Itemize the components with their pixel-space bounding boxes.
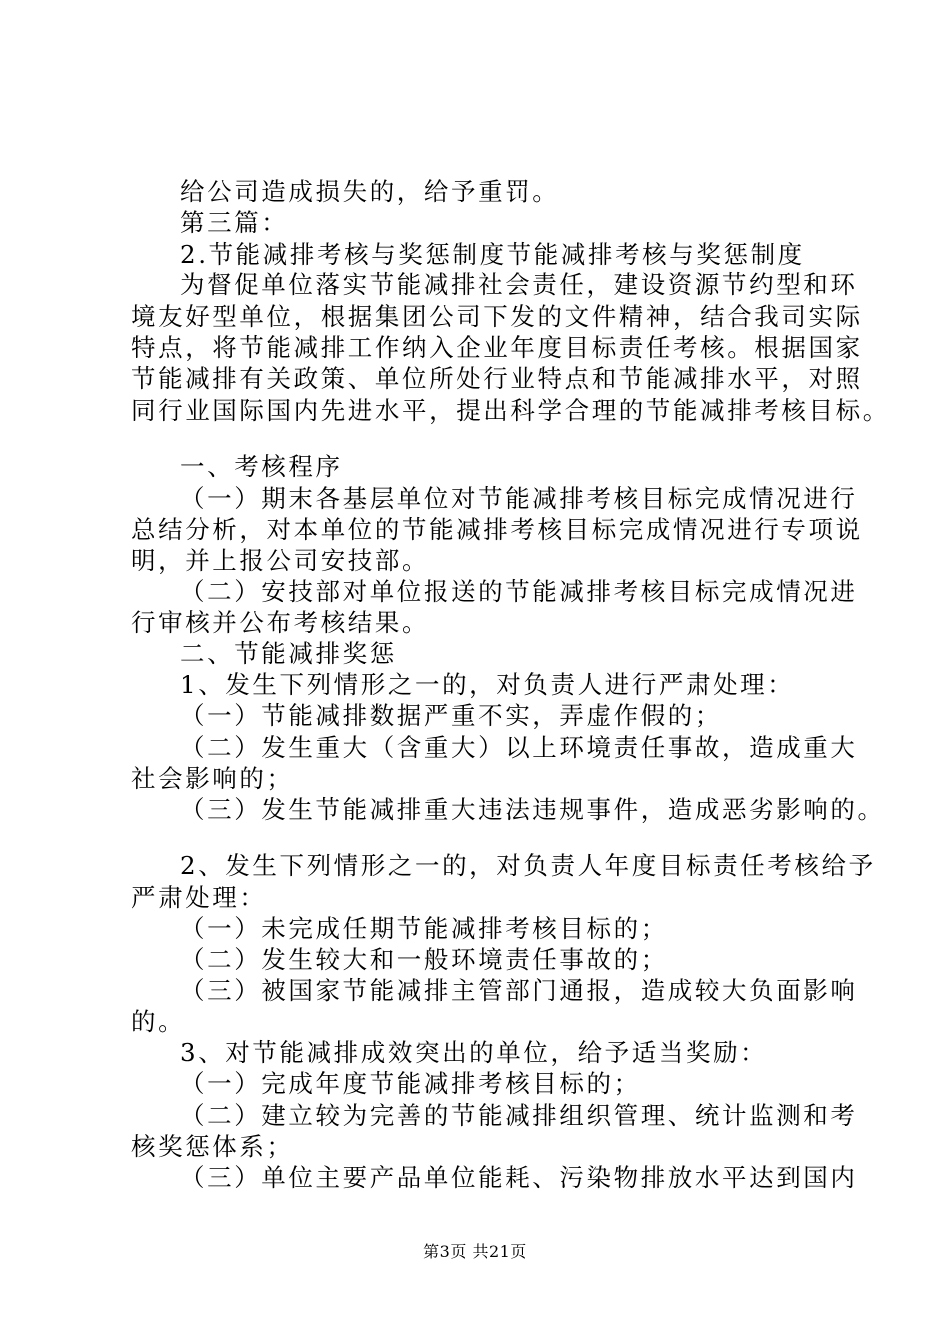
text-line: （二）发生较大和一般环境责任事故的； bbox=[180, 945, 668, 974]
text-line: 核奖惩体系； bbox=[131, 1132, 294, 1161]
text-line: （一）期末各基层单位对节能减排考核目标完成情况进行 bbox=[180, 484, 858, 513]
section-heading: 一、考核程序 bbox=[180, 452, 343, 481]
text-line: 1、发生下列情形之一的，对负责人进行严肃处理： bbox=[180, 670, 795, 699]
text-line: 明，并上报公司安技部。 bbox=[131, 546, 430, 575]
text-line: 特点，将节能减排工作纳入企业年度目标责任考核。根据国家 bbox=[131, 333, 863, 362]
text-line: 行审核并公布考核结果。 bbox=[131, 608, 430, 637]
text-line: （二）安技部对单位报送的节能减排考核目标完成情况进 bbox=[180, 577, 858, 606]
text-line: 3、对节能减排成效突出的单位，给予适当奖励： bbox=[180, 1038, 768, 1067]
text-line: 总结分析，对本单位的节能减排考核目标完成情况进行专项说 bbox=[131, 515, 863, 544]
text-line: 境友好型单位，根据集团公司下发的文件精神，结合我司实际 bbox=[131, 302, 863, 331]
text-line: （三）单位主要产品单位能耗、污染物排放水平达到国内 bbox=[180, 1163, 858, 1192]
text-line: （三）被国家节能减排主管部门通报，造成较大负面影响 bbox=[180, 976, 858, 1005]
page-number: 第3页 共21页 bbox=[423, 1242, 527, 1261]
text-line: （二）发生重大（含重大）以上环境责任事故，造成重大 bbox=[180, 733, 858, 762]
text-line: （一）完成年度节能减排考核目标的； bbox=[180, 1069, 641, 1098]
section-heading: 第三篇： bbox=[180, 208, 289, 237]
text-line: 严肃处理： bbox=[131, 883, 267, 912]
section-heading: 二、节能减排奖惩 bbox=[180, 639, 397, 668]
document-title: 2.节能减排考核与奖惩制度节能减排考核与奖惩制度 bbox=[180, 240, 805, 269]
text-line: 给公司造成损失的，给予重罚。 bbox=[180, 177, 560, 206]
text-line: 为督促单位落实节能减排社会责任，建设资源节约型和环 bbox=[180, 270, 858, 299]
text-line: （三）发生节能减排重大违法违规事件，造成恶劣影响的。 bbox=[180, 795, 885, 824]
text-line: （二）建立较为完善的节能减排组织管理、统计监测和考 bbox=[180, 1101, 858, 1130]
text-line: （一）节能减排数据严重不实，弄虚作假的； bbox=[180, 701, 722, 730]
text-line: 同行业国际国内先进水平，提出科学合理的节能减排考核目标。 bbox=[131, 396, 890, 425]
text-line: 节能减排有关政策、单位所处行业特点和节能减排水平，对照 bbox=[131, 364, 863, 393]
text-line: 的。 bbox=[131, 1007, 186, 1036]
text-line: 2、发生下列情形之一的，对负责人年度目标责任考核给予 bbox=[180, 851, 876, 880]
text-line: 社会影响的； bbox=[131, 764, 294, 793]
text-line: （一）未完成任期节能减排考核目标的； bbox=[180, 914, 668, 943]
